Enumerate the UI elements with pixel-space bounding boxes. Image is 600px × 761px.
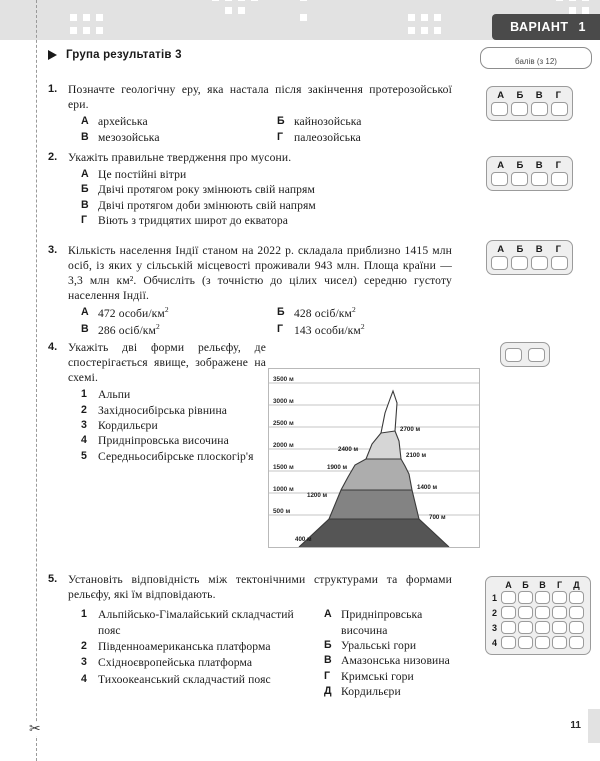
option-text: 286 осіб/км bbox=[98, 323, 156, 337]
option-text: Придніпровська височина bbox=[98, 434, 229, 448]
option-h[interactable] bbox=[277, 322, 452, 338]
answer-letter: А bbox=[497, 244, 505, 255]
option-a[interactable] bbox=[81, 167, 452, 182]
option-number: 3 bbox=[81, 419, 87, 431]
question-4-text: Укажіть дві форми рельєфу, де спостерігається явище, зображене на схемі. bbox=[68, 341, 266, 385]
item-text: Придніпровська височина bbox=[341, 608, 423, 637]
option-v[interactable] bbox=[81, 198, 452, 213]
item-number: 3 bbox=[81, 656, 87, 669]
question-2 bbox=[48, 150, 452, 229]
question-3 bbox=[48, 243, 452, 338]
option-letter: А bbox=[81, 168, 89, 181]
option-number: 2 bbox=[81, 403, 87, 416]
right-item-h[interactable] bbox=[324, 669, 452, 684]
item-letter: Б bbox=[324, 638, 332, 651]
option-text: Західносибірська рівнина bbox=[98, 403, 228, 417]
tick-1000: 1000 м bbox=[273, 486, 294, 493]
right-item-b[interactable] bbox=[324, 638, 452, 653]
item-text: Кримські гори bbox=[341, 669, 414, 683]
annotation-1200: 1200 м bbox=[307, 492, 328, 499]
answer-cell[interactable] bbox=[531, 256, 548, 270]
question-5-left-column bbox=[81, 607, 316, 699]
answer-letters bbox=[491, 90, 568, 101]
answer-letter: В bbox=[535, 90, 543, 101]
matrix-cell[interactable] bbox=[501, 591, 516, 604]
dot-pattern-left bbox=[70, 14, 110, 40]
option-text: кайнозойська bbox=[294, 115, 362, 129]
matrix-cell[interactable] bbox=[535, 636, 550, 649]
item-number: 2 bbox=[81, 639, 87, 652]
dot-pattern-right bbox=[408, 14, 448, 40]
question-5-number: 5. bbox=[48, 573, 58, 585]
matrix-cell[interactable] bbox=[569, 636, 584, 649]
option-3[interactable] bbox=[81, 418, 266, 433]
option-text: Двічі протягом доби змінюють свій напрям bbox=[98, 198, 316, 212]
left-item-3[interactable] bbox=[81, 655, 316, 670]
matrix-cell[interactable] bbox=[569, 591, 584, 604]
tick-1500: 1500 м bbox=[273, 464, 294, 471]
answer-cell[interactable] bbox=[551, 172, 568, 186]
matrix-cell[interactable] bbox=[501, 621, 516, 634]
option-text: архейська bbox=[98, 115, 148, 129]
question-2-text: Укажіть правильне твердження про мусони. bbox=[68, 151, 292, 164]
variant-number: 1 bbox=[578, 20, 586, 34]
question-1 bbox=[48, 82, 452, 145]
annotation-2400: 2400 м bbox=[338, 446, 359, 453]
matrix-cell[interactable] bbox=[518, 591, 533, 604]
answer-cell[interactable] bbox=[491, 256, 508, 270]
option-letter: Б bbox=[277, 115, 285, 128]
page-number: 11 bbox=[570, 720, 581, 731]
answer-cell[interactable] bbox=[491, 172, 508, 186]
option-letter: А bbox=[81, 115, 89, 128]
score-input-box[interactable] bbox=[480, 47, 592, 69]
group-title: Група результатів 3 bbox=[66, 49, 182, 61]
question-1-number: 1. bbox=[48, 83, 58, 95]
left-item-1[interactable] bbox=[81, 607, 316, 638]
item-letter: Г bbox=[324, 669, 331, 682]
option-h[interactable] bbox=[81, 213, 452, 228]
annotation-2700: 2700 м bbox=[400, 426, 421, 433]
annotation-700: 700 м bbox=[429, 514, 446, 521]
answer-letters bbox=[491, 244, 568, 255]
option-number: 1 bbox=[81, 388, 87, 401]
option-b[interactable] bbox=[277, 305, 452, 321]
option-text: Віють з тридцятих широт до екватора bbox=[98, 214, 289, 228]
answer-box-question-4[interactable] bbox=[500, 342, 550, 367]
option-text: 428 осіб/км bbox=[294, 307, 352, 321]
question-2-number: 2. bbox=[48, 151, 58, 163]
answer-letter: Б bbox=[516, 160, 524, 171]
question-3-number: 3. bbox=[48, 244, 58, 256]
mountain-elevation-chart bbox=[268, 368, 480, 548]
option-text: Це постійні вітри bbox=[98, 168, 187, 182]
scissors-icon: ✂ bbox=[29, 721, 41, 737]
matrix-cell[interactable] bbox=[518, 636, 533, 649]
item-letter: В bbox=[324, 654, 332, 667]
question-3-text: Кількість населення Індії станом на 2022 р. складала приблизно 1415 млн осіб, із яких у сільській місцевості проживали 943 млн. Площа країни — 3,3 млн км². Обчисліть (з точністю до цілих чисел) середню густоту населення Індії. bbox=[68, 244, 452, 303]
answer-letter: Б bbox=[516, 90, 524, 101]
matrix-row-2 bbox=[489, 605, 585, 620]
option-letter: Г bbox=[277, 322, 284, 335]
item-text: Уральські гори bbox=[341, 638, 417, 652]
answer-matrix-question-5[interactable] bbox=[485, 576, 591, 655]
cut-line bbox=[36, 0, 37, 761]
option-text: 472 особи/км bbox=[98, 307, 165, 321]
tick-2000: 2000 м bbox=[273, 442, 294, 449]
dot-pattern-center bbox=[212, 0, 272, 20]
answer-cell[interactable] bbox=[551, 256, 568, 270]
right-item-v[interactable] bbox=[324, 653, 452, 668]
option-letter: Г bbox=[277, 130, 284, 143]
question-4-number: 4. bbox=[48, 341, 58, 353]
answer-box-question-2[interactable] bbox=[486, 156, 573, 191]
question-4-options bbox=[68, 387, 266, 464]
matrix-cell[interactable] bbox=[535, 621, 550, 634]
annotation-1400: 1400 м bbox=[417, 484, 438, 491]
left-item-4[interactable] bbox=[81, 672, 316, 687]
answer-letter: А bbox=[497, 160, 505, 171]
right-item-a[interactable] bbox=[324, 607, 452, 638]
question-5-right-column bbox=[324, 607, 452, 699]
answer-cells bbox=[491, 172, 568, 186]
matrix-row-label: 2 bbox=[491, 607, 497, 618]
question-5-pairs bbox=[68, 607, 452, 699]
matrix-cell[interactable] bbox=[501, 636, 516, 649]
matrix-col-d: Д bbox=[573, 580, 580, 590]
option-4[interactable] bbox=[81, 433, 266, 448]
answer-letter: В bbox=[535, 244, 543, 255]
matrix-cell[interactable] bbox=[552, 591, 567, 604]
option-5[interactable] bbox=[81, 449, 266, 464]
question-3-options bbox=[68, 305, 452, 338]
matrix-cell[interactable] bbox=[569, 621, 584, 634]
answer-cell[interactable] bbox=[551, 102, 568, 116]
variant-badge bbox=[492, 14, 600, 40]
option-superscript: 2 bbox=[164, 305, 169, 315]
answer-cell[interactable] bbox=[531, 172, 548, 186]
option-2[interactable] bbox=[81, 403, 266, 418]
answer-cell[interactable] bbox=[528, 348, 545, 362]
answer-cell[interactable] bbox=[511, 102, 528, 116]
option-text: палеозойська bbox=[294, 130, 361, 144]
matrix-col-a: А bbox=[505, 580, 512, 590]
option-v[interactable] bbox=[81, 130, 277, 145]
answer-box-question-3[interactable] bbox=[486, 240, 573, 275]
tick-500: 500 м bbox=[273, 508, 291, 515]
option-number: 4 bbox=[81, 434, 87, 447]
matrix-col-b: Б bbox=[522, 580, 529, 590]
matrix-cell[interactable] bbox=[535, 591, 550, 604]
option-letter: Б bbox=[81, 183, 89, 196]
band-forest bbox=[329, 490, 419, 519]
page-edge-tab bbox=[588, 709, 600, 743]
option-a[interactable] bbox=[81, 305, 277, 321]
matrix-col-h: Г bbox=[556, 580, 563, 590]
question-5 bbox=[48, 572, 452, 700]
answer-letter: Г bbox=[555, 244, 562, 255]
matrix-cell[interactable] bbox=[552, 621, 567, 634]
dot-pattern-center-right bbox=[300, 0, 320, 20]
matrix-row-label: 1 bbox=[491, 592, 497, 603]
item-text: Амазонська низовина bbox=[341, 654, 450, 668]
option-superscript: 2 bbox=[155, 321, 160, 331]
answer-letter: Г bbox=[555, 90, 562, 101]
matrix-cell[interactable] bbox=[552, 636, 567, 649]
matrix-cell[interactable] bbox=[501, 606, 516, 619]
item-text: Південноамериканська платформа bbox=[98, 639, 271, 653]
item-text: Східноєвропейська платформа bbox=[98, 656, 253, 670]
answer-cell[interactable] bbox=[491, 102, 508, 116]
band-base-fill bbox=[299, 519, 449, 547]
matrix-col-v: В bbox=[539, 580, 546, 590]
item-text: Тихоокеанський складчастий пояс bbox=[98, 672, 271, 686]
matrix-header-row bbox=[489, 580, 585, 590]
matrix-cell[interactable] bbox=[518, 621, 533, 634]
matrix-cell[interactable] bbox=[552, 606, 567, 619]
right-item-d[interactable] bbox=[324, 684, 452, 699]
annotation-2100: 2100 м bbox=[406, 452, 427, 459]
answer-letter: Б bbox=[516, 244, 524, 255]
option-number: 5 bbox=[81, 449, 87, 462]
option-superscript: 2 bbox=[351, 305, 356, 315]
option-b[interactable] bbox=[81, 182, 452, 197]
option-text: мезозойська bbox=[98, 130, 160, 144]
score-label: балів (з 12) bbox=[515, 57, 557, 66]
tick-3000: 3000 м bbox=[273, 398, 294, 405]
matrix-row-label: 3 bbox=[491, 622, 497, 633]
option-letter: В bbox=[81, 322, 89, 335]
answer-letter: Г bbox=[555, 160, 562, 171]
option-letter: Г bbox=[81, 214, 88, 227]
option-1[interactable] bbox=[81, 387, 266, 402]
annotation-1900: 1900 м bbox=[327, 464, 348, 471]
chart-svg bbox=[269, 369, 479, 547]
question-4 bbox=[48, 340, 266, 464]
triangle-right-icon bbox=[48, 50, 57, 60]
option-letter: В bbox=[81, 198, 89, 211]
matrix-row-label: 4 bbox=[491, 637, 497, 648]
question-1-options bbox=[68, 114, 452, 145]
item-letter: А bbox=[324, 608, 332, 621]
group-header bbox=[48, 49, 182, 61]
item-number: 1 bbox=[81, 608, 87, 621]
variant-label: ВАРІАНТ bbox=[510, 20, 569, 34]
matrix-row-4 bbox=[489, 635, 585, 650]
answer-letter: А bbox=[497, 90, 505, 101]
matrix-cell[interactable] bbox=[535, 606, 550, 619]
option-b[interactable] bbox=[277, 114, 452, 129]
option-letter: А bbox=[81, 306, 89, 319]
matrix-row-3 bbox=[489, 620, 585, 635]
option-h[interactable] bbox=[277, 130, 452, 145]
answer-cell[interactable] bbox=[511, 172, 528, 186]
answer-cells bbox=[491, 102, 568, 116]
answer-letter: В bbox=[535, 160, 543, 171]
answer-cells bbox=[491, 256, 568, 270]
answer-letters bbox=[491, 160, 568, 171]
option-superscript: 2 bbox=[360, 321, 365, 331]
answer-cell[interactable] bbox=[531, 102, 548, 116]
item-number: 4 bbox=[81, 672, 87, 685]
item-letter: Д bbox=[324, 685, 332, 698]
question-5-text: Установіть відповідність між тектонічними структурами та формами рельєфу, які їм відповідають. bbox=[68, 573, 452, 602]
annotation-400: 400 м bbox=[295, 536, 312, 543]
item-text: Альпійсько-Гімалайський складчастий пояс bbox=[98, 608, 294, 637]
question-2-options bbox=[68, 167, 452, 229]
question-1-text: Позначте геологічну еру, яка настала після закінчення протерозойської ери. bbox=[68, 83, 452, 112]
option-letter: Б bbox=[277, 306, 285, 319]
option-a[interactable] bbox=[81, 114, 277, 129]
matrix-cell[interactable] bbox=[518, 606, 533, 619]
option-text: Двічі протягом року змінюють свій напрям bbox=[98, 183, 315, 197]
option-v[interactable] bbox=[81, 322, 277, 338]
tick-2500: 2500 м bbox=[273, 420, 294, 427]
left-item-2[interactable] bbox=[81, 639, 316, 654]
answer-cells bbox=[505, 348, 545, 362]
band-subalpine bbox=[341, 459, 412, 490]
answer-cell[interactable] bbox=[511, 256, 528, 270]
option-text: 143 особи/км bbox=[294, 323, 361, 337]
option-text: Альпи bbox=[98, 388, 131, 402]
tick-3500: 3500 м bbox=[273, 376, 294, 383]
item-text: Кордильєри bbox=[341, 685, 401, 699]
answer-box-question-1[interactable] bbox=[486, 86, 573, 121]
option-letter: В bbox=[81, 130, 89, 143]
option-text: Кордильєри bbox=[98, 419, 158, 432]
chart-axis-ticks bbox=[273, 376, 294, 515]
matrix-cell[interactable] bbox=[569, 606, 584, 619]
option-text: Середньосибірське плоскогір'я bbox=[98, 449, 254, 463]
answer-cell[interactable] bbox=[505, 348, 522, 362]
matrix-row-1 bbox=[489, 590, 585, 605]
